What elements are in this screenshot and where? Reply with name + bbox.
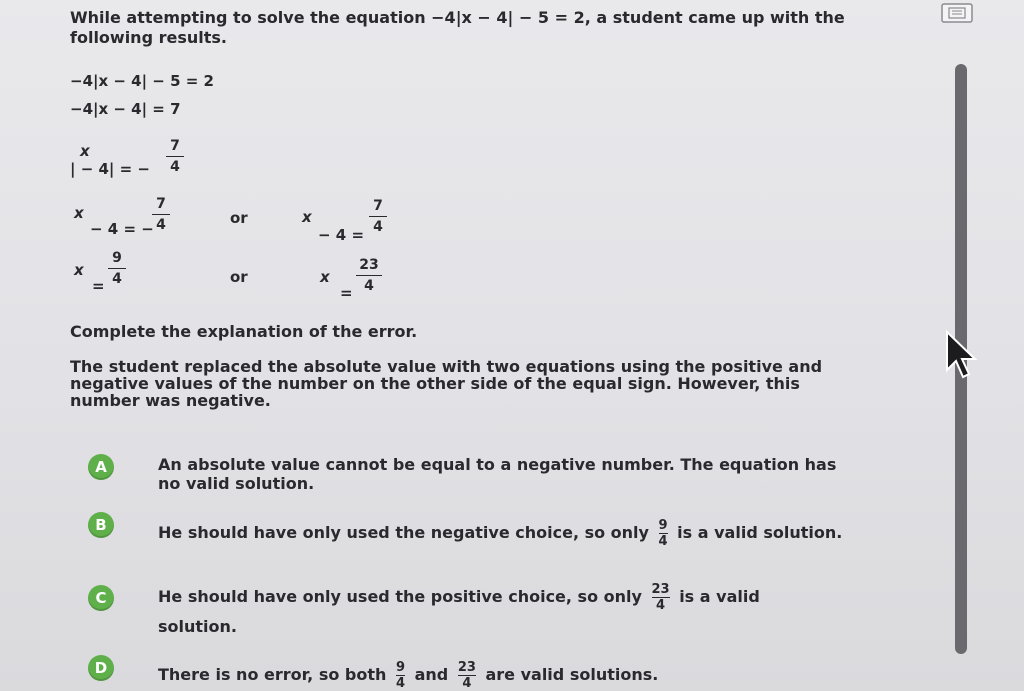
or-label-1: or (230, 209, 248, 227)
mouse-cursor-icon (945, 330, 979, 380)
choice-b-fraction: $\frac{9}{4}$ (658, 518, 668, 549)
choice-c-button[interactable]: C (88, 585, 114, 611)
work-line-4-left-variable: x (74, 204, 84, 222)
work-line-5-right-variable: x (320, 268, 330, 286)
work-line-5-left-fraction: $\frac{9}{4}$ (108, 250, 126, 287)
choice-a-text[interactable]: An absolute value cannot be equal to a negative number. The equation has no valid solution. (158, 455, 837, 493)
work-line-5-right-fraction: $\frac{23}{4}$ (356, 257, 382, 294)
prompt-text: Complete the explanation of the error. (70, 322, 418, 341)
work-line-4-left-fraction: $\frac{7}{4}$ (152, 196, 170, 233)
work-line-4-right-expression: − 4 = (318, 226, 365, 244)
print-icon[interactable] (940, 2, 974, 24)
work-line-5-right-equals: = (340, 284, 353, 302)
question-intro: While attempting to solve the equation −4|x − 4| − 5 = 2, a student came up with the following results. (70, 8, 845, 47)
work-line-3-fraction: $\frac{7}{4}$ (166, 138, 184, 175)
work-line-3-variable: x (80, 142, 90, 160)
explanation-text: The student replaced the absolute value with two equations using the positive and negative values of the number on the other side of the equal sign. However, this number was negative. (70, 357, 823, 410)
choice-b-text[interactable]: He should have only used the negative choice, so only $\frac{9}{4}$ is a valid solution. (158, 518, 843, 549)
choice-c-text-line-2: solution. (158, 617, 237, 636)
choice-b-button[interactable]: B (88, 512, 114, 538)
work-line-5-left-variable: x (74, 261, 84, 279)
choice-d-text[interactable]: There is no error, so both $\frac{9}{4}$ and $\frac{23}{4}$ are valid solutions. (158, 660, 659, 691)
choice-d-button[interactable]: D (88, 655, 114, 681)
work-line-4-right-variable: x (302, 208, 312, 226)
work-line-2: −4|x − 4| = 7 (70, 100, 181, 118)
choice-c-fraction: $\frac{23}{4}$ (651, 582, 670, 613)
choice-d-fraction-2: $\frac{23}{4}$ (457, 660, 476, 691)
work-line-4-right-fraction: $\frac{7}{4}$ (369, 198, 387, 235)
choice-a-button[interactable]: A (88, 454, 114, 480)
work-line-1: −4|x − 4| − 5 = 2 (70, 72, 214, 90)
choice-c-text[interactable]: He should have only used the positive choice, so only $\frac{23}{4}$ is a valid solution. (158, 582, 760, 636)
or-label-2: or (230, 268, 248, 286)
work-line-5-left-equals: = (92, 277, 105, 295)
work-line-3-expression: | − 4| = − (70, 160, 150, 178)
work-line-4-left-expression: − 4 = − (90, 220, 154, 238)
choice-d-fraction-1: $\frac{9}{4}$ (395, 660, 406, 691)
